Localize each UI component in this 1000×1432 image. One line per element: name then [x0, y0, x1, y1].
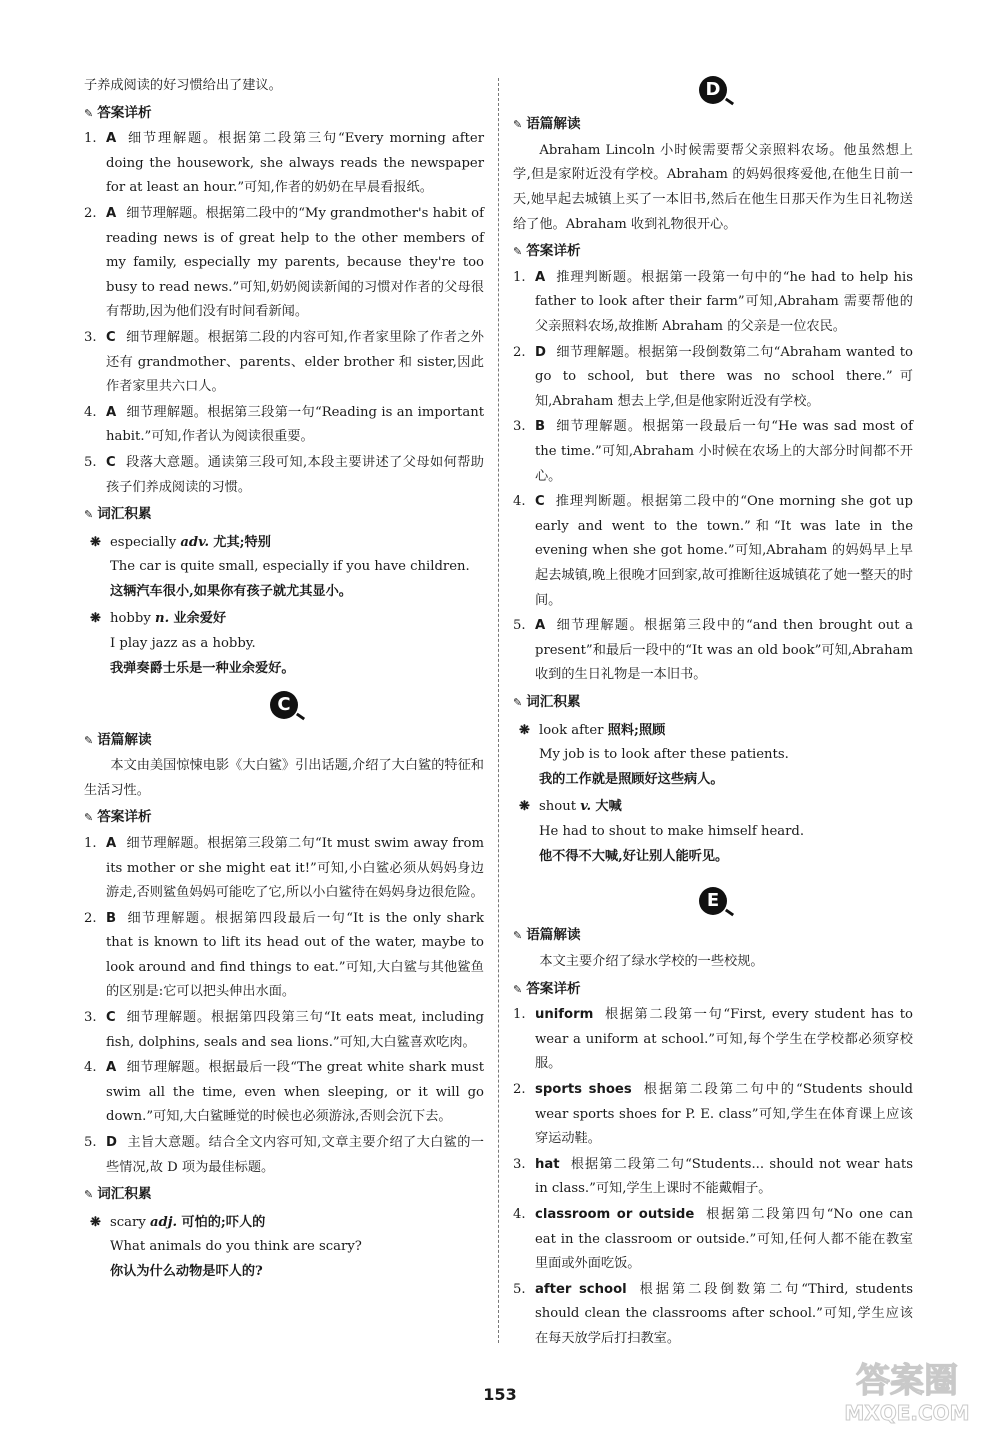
answer-key: A [535, 269, 546, 285]
answer-body [535, 1278, 913, 1352]
answer-key: B [535, 419, 546, 435]
answer-key: classroom or outside [535, 1206, 695, 1222]
vocab-entry [513, 795, 913, 869]
pencil-icon: ✎ [513, 929, 523, 943]
vocab-meaning: 大喊 [595, 799, 622, 815]
right-column [513, 74, 913, 1353]
answer-number: 1. [84, 835, 97, 851]
answer-body [106, 127, 484, 201]
svg-text:MXQE.COM: MXQE.COM [844, 1401, 970, 1425]
answer-body [535, 1078, 913, 1152]
left-column [84, 74, 484, 1285]
answer-body [106, 1056, 484, 1130]
answer-explanation: 细节理解题。根据第二段第三句“Every morning after doing the housework, she always reads the newspaper for at least an hour.”可知,作者的奶奶在早晨看报纸。 [106, 131, 484, 196]
c-reading-text: 本文由美国惊悚电影《大白鲨》引出话题,介绍了大白鲨的特征和生活习性。 [84, 758, 484, 798]
answer-key: after school [535, 1281, 627, 1297]
section-heading: ✎ 答案详析 [513, 977, 913, 1003]
answer-number: 4. [513, 494, 526, 510]
answer-number: 2. [84, 910, 97, 926]
answer-explanation: 细节理解题。根据第一段倒数第二句“Abraham wanted to go to school, but there was no school there.”可知,Abraham 想去上学,但是他家附近没有学校。 [535, 344, 913, 409]
b-vocab [84, 531, 484, 682]
answer-item [513, 341, 913, 415]
answer-body [106, 401, 484, 450]
c-vocab [84, 1211, 484, 1285]
answer-number: 4. [513, 1206, 526, 1222]
vocab-example-en: What animals do you think are scary? [110, 1239, 362, 1255]
answer-explanation: 根据第二段倒数第二句“Third, students should clean the classrooms after school.”可知,学生应该在每天放学后打扫教室。 [535, 1281, 913, 1346]
section-heading: ✎ 词汇积累 [84, 1182, 484, 1208]
vocab-example-en: I play jazz as a hobby. [110, 636, 256, 652]
answer-item [84, 451, 484, 500]
answer-body [106, 451, 484, 500]
b-answers [84, 127, 484, 500]
answer-body [535, 1003, 913, 1077]
vocab-entry [513, 719, 913, 793]
answer-number: 5. [513, 618, 526, 634]
vocab-headline [84, 531, 484, 556]
answer-explanation: 推理判断题。根据第二段中的“One morning she got up early and went to the town.”和“It was late in the evening when she got home.”可知,Abraham 的妈妈早上早起去城镇,晚上很晚才回到家,故可推断往返城镇花了她一整天的时间。 [535, 494, 913, 608]
answer-explanation: 细节理解题。根据第三段第二句“It must swim away from its mother or she might eat it!”可知,小白鲨必须从妈妈身边游走,否则鲨鱼妈妈可能吃了它,所以小白鲨待在妈妈身边很危险。 [106, 835, 484, 901]
answer-item [84, 401, 484, 450]
answer-item [513, 1203, 913, 1277]
star-icon: ❋ [519, 799, 531, 815]
answer-body [106, 326, 484, 400]
section-heading: ✎ 语篇解读 [84, 728, 484, 754]
answer-item [513, 490, 913, 613]
vocab-word: shout [539, 799, 576, 815]
vocab-example-zh: 我弹奏爵士乐是一种业余爱好。 [110, 660, 295, 676]
star-icon: ❋ [519, 722, 531, 738]
answer-body [106, 202, 484, 325]
pencil-icon: ✎ [84, 733, 94, 747]
answer-item [84, 1056, 484, 1130]
answer-number: 3. [513, 419, 526, 435]
answer-body [535, 490, 913, 613]
answer-explanation: 细节理解题。根据第四段第三句“It eats meat, including fish, dolphins, seals and sea lions.”可知,大白鲨喜欢吃肉。 [106, 1010, 484, 1050]
answer-key: B [106, 910, 117, 926]
answer-body [535, 415, 913, 489]
vocab-example-zh: 这辆汽车很小,如果你有孩子就尤其显小。 [110, 583, 352, 599]
answer-body [535, 1153, 913, 1202]
answer-body [106, 1006, 484, 1055]
answer-item [84, 832, 484, 906]
answer-item [84, 1006, 484, 1055]
answer-key: C [106, 454, 116, 470]
answer-explanation: 细节理解题。根据第二段中的“My grandmother's habit of reading news is of great help to the other members of my family, especially my parents, because they're too busy to read news.”可知,奶奶阅读新闻的习惯对作者的父母很有帮助,因为他们没有时间看新闻。 [106, 205, 484, 320]
vocab-words [110, 531, 271, 556]
vocab-example-en: The car is quite small, especially if you have children. [110, 559, 470, 575]
e-reading-text: 本文主要介绍了绿水学校的一些校规。 [539, 954, 764, 969]
pencil-icon: ✎ [513, 982, 523, 996]
answer-key: uniform [535, 1007, 594, 1023]
answer-item [513, 1153, 913, 1202]
intro-tail: 子养成阅读的好习惯给出了建议。 [84, 78, 282, 93]
pencil-icon: ✎ [84, 1188, 94, 1202]
answer-key: D [535, 344, 546, 360]
section-heading: ✎ 答案详析 [84, 101, 484, 127]
vocab-meaning: 尤其;特别 [213, 534, 271, 550]
c-answers [84, 832, 484, 1180]
answer-item [84, 907, 484, 1005]
vocab-entry [84, 607, 484, 681]
vocab-pos: n. [154, 611, 170, 627]
vocab-example-en: My job is to look after these patients. [539, 747, 789, 763]
pencil-icon: ✎ [513, 118, 523, 132]
answer-explanation: 主旨大意题。结合全文内容可知,文章主要介绍了大白鲨的一些情况,故 D 项为最佳标题。 [106, 1135, 484, 1175]
pencil-icon: ✎ [513, 695, 523, 709]
answer-body [106, 1131, 484, 1180]
vocab-word: look after [539, 722, 604, 738]
answer-explanation: 根据第二段第四句“No one can eat in the classroom or outside.”可知,任何人都不能在教室里面或外面吃饭。 [535, 1206, 913, 1272]
answer-key: C [106, 329, 116, 345]
answer-key: sports shoes [535, 1081, 632, 1097]
vocab-example-zh: 他不得不大喊,好让别人能听见。 [539, 848, 729, 864]
section-c-badge: C [270, 691, 298, 719]
answer-key: C [106, 1010, 116, 1026]
vocab-words [539, 719, 665, 744]
answer-key: A [106, 1060, 117, 1076]
vocab-headline [513, 795, 913, 820]
answer-body [535, 341, 913, 415]
answer-item [84, 127, 484, 201]
section-heading: ✎ 答案详析 [84, 805, 484, 831]
vocab-example-zh: 我的工作就是照顾好这些病人。 [539, 771, 724, 787]
vocab-meaning: 业余爱好 [173, 611, 227, 627]
pencil-icon: ✎ [513, 245, 523, 259]
answer-item [513, 1278, 913, 1352]
answer-body [106, 907, 484, 1005]
vocab-pos: v. [580, 799, 592, 815]
answer-explanation: 细节理解题。根据第四段最后一句“It is the only shark that is known to lift its head out of the water, maybe to look around and find things to eat.”可知,大白鲨与其他鲨鱼的区别是:它可以把头伸出水面。 [106, 910, 484, 1000]
answer-explanation: 推理判断题。根据第一段第一句中的“he had to help his father to look after their farm”可知,Abraham 需要帮他的父亲照料农场,故推断 Abraham 的父亲是一位农民。 [535, 269, 913, 335]
answer-explanation: 细节理解题。根据第一段最后一句“He was sad most of the time.”可知,Abraham 小时候在农场上的大部分时间都不开心。 [535, 419, 913, 484]
answer-number: 5. [84, 1135, 97, 1151]
svg-text:答案圈: 答案圈 [856, 1361, 958, 1401]
vocab-words [539, 795, 622, 820]
answer-explanation: 细节理解题。根据第三段中的“and then brought out a present”和最后一段中的“It was an old book”可知,Abraham 收到的生日礼物是一本旧书。 [535, 618, 913, 683]
section-heading: ✎ 词汇积累 [513, 690, 913, 716]
vocab-words [110, 607, 226, 632]
d-vocab [513, 719, 913, 870]
vocab-headline [84, 607, 484, 632]
answer-item [84, 326, 484, 400]
answer-number: 3. [513, 1156, 526, 1172]
answer-key: A [106, 404, 117, 420]
vocab-words [110, 1211, 265, 1236]
pencil-icon: ✎ [84, 508, 94, 522]
answer-explanation: 细节理解题。根据第三段第一句“Reading is an important habit.”可知,作者认为阅读很重要。 [106, 404, 484, 445]
answer-item [513, 1078, 913, 1152]
vocab-word: especially [110, 534, 177, 550]
section-heading: ✎ 语篇解读 [513, 923, 913, 949]
star-icon: ❋ [90, 611, 102, 627]
answer-number: 1. [84, 131, 97, 147]
section-d-badge: D [699, 76, 727, 104]
section-e-badge: E [699, 887, 727, 915]
vocab-meaning: 照料;照顾 [607, 722, 666, 738]
answer-key: A [535, 618, 546, 634]
answer-number: 5. [84, 454, 97, 470]
answer-item [513, 415, 913, 489]
answer-key: A [106, 835, 117, 851]
pencil-icon: ✎ [84, 811, 94, 825]
column-divider [498, 78, 499, 1343]
answer-key: D [106, 1135, 117, 1151]
star-icon: ❋ [90, 1214, 102, 1230]
answer-key: C [535, 494, 545, 510]
answer-number: 1. [513, 1007, 526, 1023]
answer-key: hat [535, 1156, 560, 1172]
answer-body [106, 832, 484, 906]
answer-number: 5. [513, 1281, 526, 1297]
answer-explanation: 根据第二段第一句“First, every student has to wear a uniform at school.”可知,每个学生在学校都必须穿校服。 [535, 1007, 913, 1072]
answer-item [513, 1003, 913, 1077]
d-answers [513, 266, 913, 688]
vocab-pos: adv. [180, 534, 210, 550]
answer-key: A [106, 131, 117, 147]
section-heading: ✎ 语篇解读 [513, 112, 913, 138]
answer-body [535, 266, 913, 340]
answer-number: 3. [84, 1010, 97, 1026]
vocab-headline [84, 1211, 484, 1236]
answer-number: 1. [513, 269, 526, 285]
answer-body [535, 1203, 913, 1277]
answer-explanation: 根据第二段第二句“Students... should not wear hats in class.”可知,学生上课时不能戴帽子。 [535, 1156, 913, 1197]
watermark-logo [832, 1352, 982, 1426]
pencil-icon: ✎ [84, 106, 94, 120]
answer-item [513, 614, 913, 688]
vocab-pos: adj. [149, 1214, 178, 1230]
answer-number: 4. [84, 404, 97, 420]
vocab-example-zh: 你认为什么动物是吓人的? [110, 1264, 263, 1280]
answer-number: 4. [84, 1060, 97, 1076]
section-heading: ✎ 答案详析 [513, 239, 913, 265]
answer-number: 2. [84, 205, 97, 221]
answer-number: 2. [513, 344, 526, 360]
answer-item [84, 1131, 484, 1180]
vocab-headline [513, 719, 913, 744]
answer-item [513, 266, 913, 340]
vocab-entry [84, 1211, 484, 1285]
answer-explanation: 细节理解题。根据最后一段“The great white shark must swim all the time, even when sleeping, or it will go down.”可知,大白鲨睡觉的时候也必须游泳,否则会沉下去。 [106, 1060, 484, 1125]
vocab-example-en: He had to shout to make himself heard. [539, 823, 805, 839]
answer-explanation: 根据第二段第二句中的“Students should wear sports shoes for P. E. class”可知,学生在体育课上应该穿运动鞋。 [535, 1081, 913, 1147]
e-answers [513, 1003, 913, 1351]
vocab-word: scary [110, 1214, 146, 1230]
answer-body [535, 614, 913, 688]
d-reading-text: Abraham Lincoln 小时候需要帮父亲照料农场。他虽然想上学,但是家附近没有学校。Abraham 的妈妈很疼爱他,在他生日前一天,她早起去城镇上买了一本旧书,然后在他生日那天作为生日礼物送给了他。Abraham 收到礼物很开心。 [513, 142, 913, 232]
answer-key: A [106, 205, 117, 221]
page-number: 153 [483, 1385, 517, 1404]
answer-number: 2. [513, 1081, 526, 1097]
answer-number: 3. [84, 329, 97, 345]
star-icon: ❋ [90, 534, 102, 550]
vocab-entry [84, 531, 484, 605]
answer-explanation: 细节理解题。根据第二段的内容可知,作者家里除了作者之外还有 grandmother、parents、elder brother 和 sister,因此作者家里共六口人。 [106, 329, 484, 395]
answer-explanation: 段落大意题。通读第三段可知,本段主要讲述了父母如何帮助孩子们养成阅读的习惯。 [106, 454, 484, 495]
answer-item [84, 202, 484, 325]
vocab-word: hobby [110, 611, 151, 627]
section-heading: ✎ 词汇积累 [84, 502, 484, 528]
vocab-meaning: 可怕的;吓人的 [181, 1214, 266, 1230]
